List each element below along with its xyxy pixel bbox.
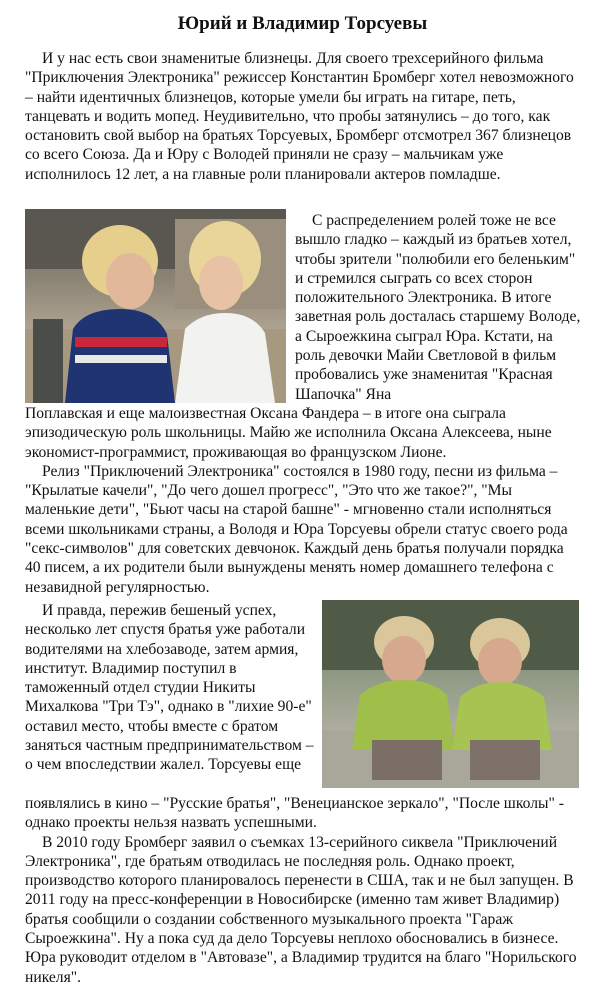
two-men-photo [322,600,579,788]
paragraph-release: Релиз "Приключений Электроника" состоялся в 1980 году, песни из фильма – "Крылатые качели", "До чего дошел прогресс", "Это что же такое?", "Мы маленькие дети", "Бьют часы на старой башне" - мгновенно стали исполняться всеми школьниками страны, а Володя и Юра Торсуевы обрели статус своего рода "секс-символов" для советских девчонок. Каждый день братья получали порядка 40 писем, а их родители были вынуждены менять номер домашнего телефона с незавидной регулярностью. [25,462,568,596]
paragraph-text: И правда, пережив бешеный успех, несколько лет спустя братья уже работали водителями на хлебозаводе, затем армия, институт. Владимир поступил в таможенный отдел студии Никиты Михалкова "Три Тэ", однако в "лихие 90-е" оставил место, чтобы вместе с братом заняться частным предпринимательством – о чем впоследствии жалел. Торсуевы еще [25,602,314,774]
paragraph-text: Поплавская и еще малоизвестная Оксана Фандера – в итоге она сыграла эпизодическую роль школьницы. Майю же исполнила Оксана Алексеева, ныне экономист-программист, проживающая во французском Лионе. [25,405,552,461]
paragraph-roles-wrapped [295,211,581,404]
paragraph-later-continued [25,794,581,987]
paragraph-intro [25,49,581,184]
paragraph-text: И у нас есть свои знаменитые близнецы. Для своего трехсерийного фильма "Приключения Электроника" режиссер Константин Бромберг хотел невозможного – найти идентичных близнецов, которые умели бы играть на гитаре, петь, танцевать и водить мопед. Неудивительно, что пробы затянулись – до того, как остановить свой выбор на братьях Торсуевых, Бромберг отсмотрел 367 близнецов со всего Союза. Да и Юру с Володей приняли не сразу – мальчикам уже исполнилось 12 лет, а на главные роли планировали актеров помладше. [25,50,574,183]
paragraph-text: появлялись в кино – "Русские братья", "Венецианское зеркало", "После школы" - однако проекты нельзя назвать успешными. [25,795,564,832]
two-boys-photo [25,209,286,403]
paragraph-roles-continued [25,404,581,597]
paragraph-sequel: В 2010 году Бромберг заявил о съемках 13-серийного сиквела "Приключений Электроника", где братьям отводилась не последняя роль. Однако проект, производство которого планировалось перенести в США, так и не был запущен. В 2011 году на пресс-конференции в Новосибирске (именно там живет Владимир) братья сообщили о создании собственного музыкального проекта "Гараж Сыроежкина". Ну а пока суд да дело Торсуевы неплохо обосновались в бизнесе. Юра руководит отделом в "Автовазе", а Владимир трудится на благо "Норильского никеля". [25,833,577,986]
page-title: Юрий и Владимир Торсуевы [177,13,428,34]
paragraph-later-wrapped [25,601,315,775]
paragraph-text: С распределением ролей тоже не все вышло гладко – каждый из братьев хотел, чтобы зрители "полюбили его беленьким" и стремился сыграть со всех сторон положительного Электроника. В итоге заветная роль досталась старшему Володе, а Сыроежкина сыграл Юра. Кстати, на роль девочки Майи Светловой в фильм пробовались уже знаменитая "Красная Шапочка" Яна [295,212,581,403]
